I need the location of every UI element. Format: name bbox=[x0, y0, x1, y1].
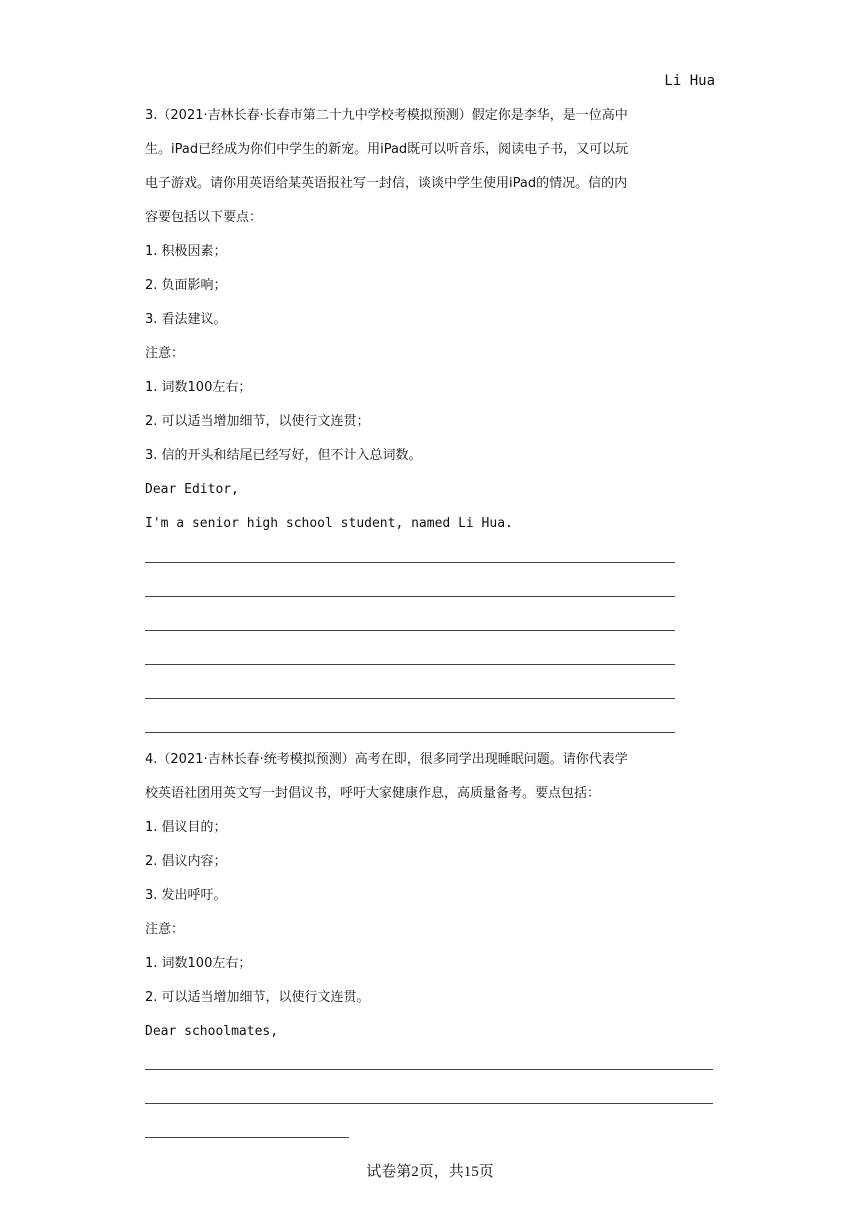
answer-line[interactable] bbox=[145, 1069, 713, 1070]
q3-line-3: 电子游戏。请你用英语给某英语报社写一封信，谈谈中学生使用iPad的情况。信的内 bbox=[145, 176, 628, 191]
answer-line[interactable] bbox=[145, 630, 675, 631]
q3-opening: I'm a senior high school student, named Li Hua. bbox=[145, 516, 513, 531]
q4-note-heading: 注意： bbox=[145, 922, 185, 937]
q4-point-1: 1. 倡议目的； bbox=[145, 820, 227, 835]
answer-line[interactable] bbox=[145, 732, 675, 733]
q3-line-4: 容要包括以下要点： bbox=[145, 210, 263, 225]
q3-note-heading: 注意： bbox=[145, 346, 185, 361]
q4-line-2: 校英语社团用英文写一封倡议书，呼吁大家健康作息，高质量备考。要点包括： bbox=[145, 786, 601, 801]
q4-point-3: 3. 发出呼吁。 bbox=[145, 888, 227, 903]
q4-note-2: 2. 可以适当增加细节，以使行文连贯。 bbox=[145, 990, 370, 1005]
q3-line-1: 3.（2021·吉林长春·长春市第二十九中学校考模拟预测）假定你是李华，是一位高中 bbox=[145, 108, 628, 123]
q4-note-1: 1. 词数100左右； bbox=[145, 956, 252, 971]
q3-line-2: 生。iPad已经成为你们中学生的新宠。用iPad既可以听音乐，阅读电子书，又可以玩 bbox=[145, 142, 629, 157]
q3-point-1: 1. 积极因素； bbox=[145, 244, 227, 259]
q3-note-1: 1. 词数100左右； bbox=[145, 380, 252, 395]
signature: Li Hua bbox=[664, 73, 715, 89]
page-footer: 试卷第2页，共15页 bbox=[366, 1164, 494, 1180]
q3-point-3: 3. 看法建议。 bbox=[145, 312, 227, 327]
q3-point-2: 2. 负面影响； bbox=[145, 278, 227, 293]
q4-point-2: 2. 倡议内容； bbox=[145, 854, 227, 869]
answer-line[interactable] bbox=[145, 562, 675, 563]
answer-line[interactable] bbox=[145, 698, 675, 699]
q3-salutation: Dear Editor, bbox=[145, 482, 239, 497]
answer-line[interactable] bbox=[145, 664, 675, 665]
q3-note-3: 3. 信的开头和结尾已经写好，但不计入总词数。 bbox=[145, 448, 422, 463]
answer-line[interactable] bbox=[145, 1103, 713, 1104]
q4-salutation: Dear schoolmates, bbox=[145, 1024, 279, 1039]
q3-note-2: 2. 可以适当增加细节，以使行文连贯； bbox=[145, 414, 370, 429]
q4-line-1: 4.（2021·吉林长春·统考模拟预测）高考在即，很多同学出现睡眠问题。请你代表学 bbox=[145, 752, 628, 767]
answer-line[interactable] bbox=[145, 596, 675, 597]
answer-line[interactable] bbox=[145, 1137, 349, 1138]
